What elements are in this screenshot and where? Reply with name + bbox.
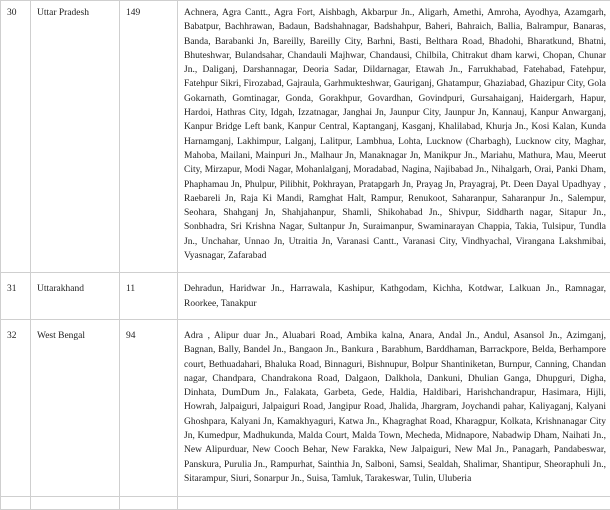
table-row [1,273,610,320]
empty-cell [178,497,610,510]
empty-cell [120,497,178,510]
row-number: 32 [1,319,31,496]
station-list: Adra , Alipur duar Jn., Aluabari Road, Ambika kalna, Anara, Andal Jn., Andul, Asansol Jn., Azimganj, Bagnan, Bally, Bandel Jn., Bangaon Jn., Bankura , Barabhum, Barddhaman, Barrackpore, Belda, Berhampore court, Bethuadahari, Bhaluka Road, Binnaguri, Bishnupur, Bolpur Shantiniketan, Burnpur, Canning, Chandan nagar, Chandpara, Chandrakona Road, Dalgaon, Dalkhola, Dankuni, Dhulian Ganga, Dhupguri, Digha, Dinhata, DumDum Jn., Falakata, Garbeta, Gede, Haldia, Haldibari, Harishchandrapur, Hasimara, Hijli, Howrah, Jalpaiguri, Jalpaiguri Road, Jangipur Road, Jhalida, Jhargram, Joychandi pahar, Kaliyaganj, Kalyani Ghoshpara, Kalyani Jn, Kamakhyaguri, Katwa Jn., Khagraghat Road, Kharagpur, Kolkata, Krishnanagar City Jn, Kumedpur, Madhukunda, Malda Court, Malda Town, Mecheda, Midnapore, Nabadwip Dham, Naihati Jn., New Alipurduar, New Cooch Behar, New Farakka, New Jalpaiguri, New Mal Jn., Panagarh, Pandabeswar, Panskura, Purulia Jn., Rampurhat, Sainthia Jn, Salboni, Samsi, Sealdah, Shalimar, Shantipur, Sheoraphuli Jn., Sitarampur, Siuri, Sonarpur Jn., Suisa, Tamluk, Tarakeswar, Tulin, Uluberia [178,319,610,496]
row-number: 30 [1,1,31,273]
table-row [1,1,610,273]
state-name: West Bengal [31,319,120,496]
row-number: 31 [1,273,31,320]
table-row [1,319,610,496]
empty-cell [31,497,120,510]
station-list: Achnera, Agra Cantt., Agra Fort, Aishbagh, Akbarpur Jn., Aligarh, Amethi, Amroha, Ayodhya, Azamgarh, Babatpur, Bachhrawan, Badaun, Badshahnagar, Badshahpur, Baheri, Bahraich, Ballia, Balrampur, Banaras, Banda, Barabanki Jn, Bareilly, Bareilly City, Barhni, Basti, Belthara Road, Bhadohi, Bharatkund, Bhatni, Bhuteshwar, Bulandsahar, Chandauli Majhwar, Chandausi, Chilbila, Chitrakut dham karwi, Chopan, Chunar Jn., Daliganj, Darshannagar, Deoria Sadar, Dildarnagar, Etawah Jn., Farrukhabad, Fatehabad, Fatehpur, Fatehpur Sikri, Firozabad, Gajraula, Garhmukteshwar, Gauriganj, Ghatampur, Ghaziabad, Ghazipur City, Gola Gokarnath, Gomtinagar, Gonda, Gorakhpur, Govardhan, Govindpuri, Gursahaiganj, Haidergarh, Hapur, Hardoi, Hathras City, Idgah, Izzatnagar, Janghai Jn, Jaunpur City, Jaunpur Jn, Kannauj, Kanpur Anwarganj, Kanpur Bridge Left bank, Kanpur Central, Kaptanganj, Kasganj, Khalilabad, Khurja Jn., Kosi Kalan, Kunda Harnamganj, Lakhimpur, Lalganj, Lalitpur, Lambhua, Lohta, Lucknow (Charbagh), Lucknow city, Maghar, Mahoba, Mailani, Mainpuri Jn., Malhaur Jn, Manaknagar Jn, Manikpur Jn., Mariahu, Mathura, Mau, Meerut City, Mirzapur, Modi Nagar, Mohanlalganj, Moradabad, Nagina, Najibabad Jn., Nihalgarh, Orai, Panki Dham, Phaphamau Jn, Phulpur, Pilibhit, Pokhrayan, Pratapgarh Jn, Prayag Jn, Prayagraj, Pt. Deen Dayal Upadhyay , Raebareli Jn, Raja Ki Mandi, Ramghat Halt, Rampur, Renukoot, Saharanpur, Saharanpur Jn., Salempur, Seohara, Shahganj Jn, Shahjahanpur, Shamli, Shikohabad Jn., Shivpur, Siddharth nagar, Sitapur Jn., Sonbhadra, Sri Krishna Nagar, Sultanpur Jn, Suraimanpur, Swaminarayan Chappia, Takia, Tulsipur, Tundla Jn., Unchahar, Unnao Jn, Utraitia Jn, Varanasi Cantt., Varanasi City, Vindhyachal, Virangana Lakshmibai, Vyasnagar, Zafarabad [178,1,610,273]
station-list: Dehradun, Haridwar Jn., Harrawala, Kashipur, Kathgodam, Kichha, Kotdwar, Lalkuan Jn., Ramnagar, Roorkee, Tanakpur [178,273,610,320]
empty-cell [1,497,31,510]
state-name: Uttar Pradesh [31,1,120,273]
station-count: 11 [120,273,178,320]
station-count: 94 [120,319,178,496]
state-name: Uttarakhand [31,273,120,320]
station-count: 149 [120,1,178,273]
table-row-partial [1,497,610,510]
